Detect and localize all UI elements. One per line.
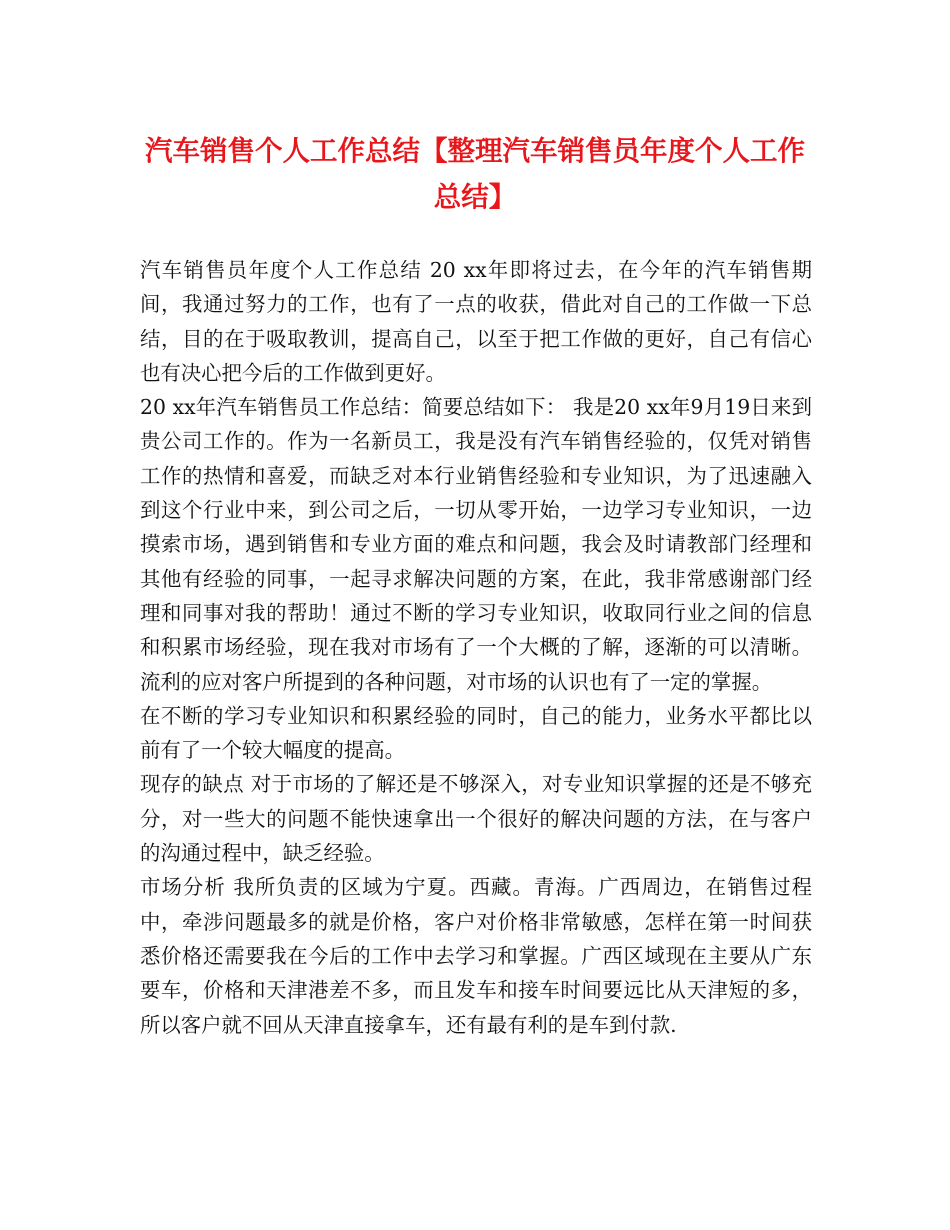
document-body xyxy=(140,253,812,1042)
paragraph-shortcomings: 现存的缺点 对于市场的了解还是不够深入，对专业知识掌握的还是不够充分，对一些大的问题不能快速拿出一个很好的解决问题的方法，在与客户的沟通过程中，缺乏经验。 xyxy=(140,772,812,866)
paragraph-intro: 汽车销售员年度个人工作总结 20 xx年即将过去，在今年的汽车销售期间，我通过努力的工作，也有了一点的收获，借此对自己的工作做一下总结，目的在于吸取教训，提高自己，以至于把工作做的更好，自己有信心也有决心把今后的工作做到更好。 xyxy=(140,258,812,385)
paragraph-summary: 20 xx年汽车销售员工作总结：简要总结如下： 我是20 xx年9月19日来到贵公司工作的。作为一名新员工，我是没有汽车销售经验的，仅凭对销售工作的热情和喜爱，而缺乏对本行业销售经验和专业知识，为了迅速融入到这个行业中来，到公司之后，一切从零开始，一边学习专业知识，一边摸索市场，遇到销售和专业方面的难点和问题，我会及时请教部门经理和其他有经验的同事，一起寻求解决问题的方案，在此，我非常感谢部门经理和同事对我的帮助！通过不断的学习专业知识，收取同行业之间的信息和积累市场经验，现在我对市场有了一个大概的了解，逐渐的可以清晰。流利的应对客户所提到的各种问题，对市场的认识也有了一定的掌握。 xyxy=(140,395,812,694)
paragraph-market-analysis: 市场分析 我所负责的区域为宁夏。西藏。青海。广西周边，在销售过程中，牵涉问题最多的就是价格，客户对价格非常敏感，怎样在第一时间获悉价格还需要我在今后的工作中去学习和掌握。广西区域现在主要从广东要车，价格和天津港差不多，而且发车和接车时间要远比从天津短的多，所以客户就不回从天津直接拿车，还有最有利的是车到付款. xyxy=(140,875,812,1037)
paragraph-improvement: 在不断的学习专业知识和积累经验的同时，自己的能力，业务水平都比以前有了一个较大幅度的提高。 xyxy=(140,703,812,763)
document-title: 汽车销售个人工作总结【整理汽车销售员年度个人工作总结】 xyxy=(145,135,805,213)
